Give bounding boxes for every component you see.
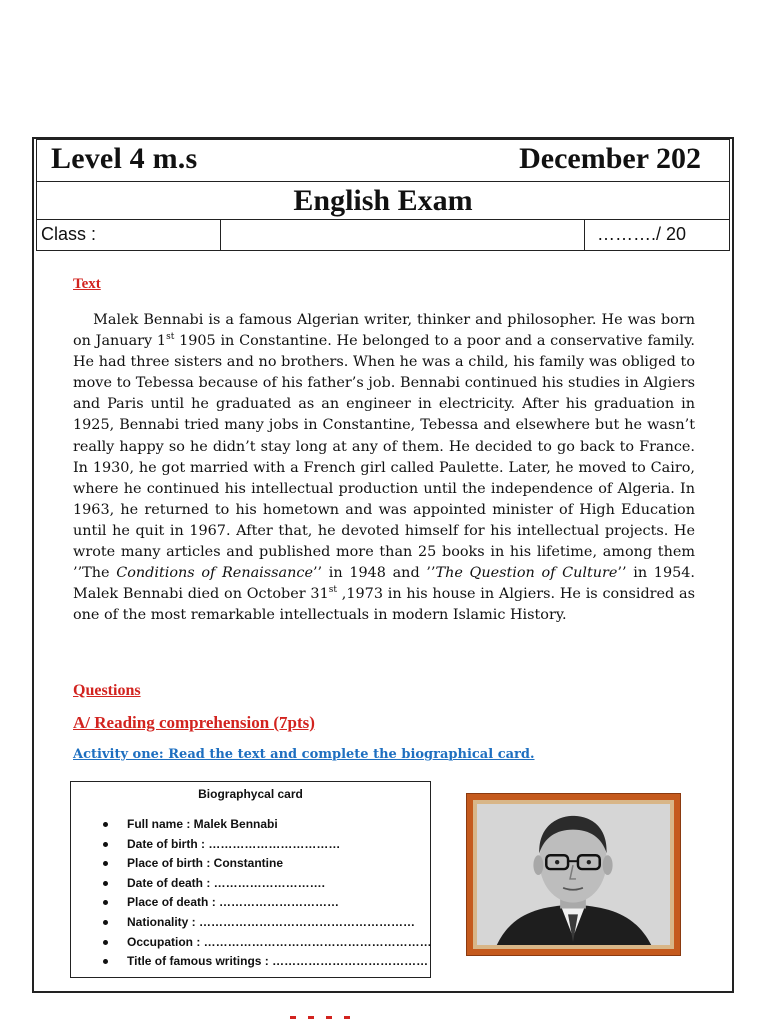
bio-item-text: Nationality : ……………………………………………… bbox=[127, 914, 416, 929]
passage-part-1: Malek Bennabi is a famous Algerian writer, thinker and philosopher. He was born on January 1 bbox=[73, 312, 695, 350]
reading-comprehension-heading: A/ Reading comprehension (7pts) bbox=[73, 713, 315, 732]
header-row-level-date bbox=[36, 139, 730, 182]
bullet-icon bbox=[103, 940, 108, 945]
bio-item-date-of-birth bbox=[103, 835, 432, 855]
header-row-class bbox=[36, 219, 730, 251]
header-row-title bbox=[36, 182, 730, 220]
passage-italic-2: The Question of Culture bbox=[435, 565, 618, 582]
portrait-image bbox=[477, 804, 670, 945]
bio-card-title: Biographycal card bbox=[198, 787, 303, 801]
bio-item-text: Date of death : ………………………. bbox=[127, 875, 326, 890]
bullet-icon bbox=[103, 861, 108, 866]
class-label: Class : bbox=[41, 224, 97, 244]
bio-item-date-of-death bbox=[103, 874, 432, 894]
bio-item-famous-writings bbox=[103, 952, 432, 972]
bio-item-text: Full name : Malek Bennabi bbox=[127, 817, 278, 831]
bio-item-text: Date of birth : …………………………… bbox=[127, 836, 341, 851]
text-heading: Text bbox=[73, 276, 101, 292]
exam-date: December 202 bbox=[519, 142, 701, 175]
bullet-icon bbox=[103, 920, 108, 925]
bio-item-place-of-death bbox=[103, 893, 432, 913]
passage-italic-1: Conditions of Renaissance bbox=[116, 565, 313, 582]
bio-item-text: Place of birth : Constantine bbox=[127, 856, 284, 871]
passage-sup-1: st bbox=[166, 332, 175, 343]
score-field: ………./ 20 bbox=[597, 224, 687, 244]
bio-item-occupation bbox=[103, 933, 432, 953]
reading-passage bbox=[73, 310, 695, 626]
portrait-frame bbox=[466, 793, 681, 956]
bio-item-place-of-birth bbox=[103, 854, 432, 874]
footer-mark bbox=[290, 1004, 390, 1010]
bio-item-full-name bbox=[103, 815, 432, 835]
bio-item-text: Occupation : ………………………………………………… bbox=[127, 934, 432, 949]
bullet-icon bbox=[103, 822, 108, 827]
bio-item-text: Place of death : ………………………… bbox=[127, 895, 340, 910]
passage-part-4: ’’ in 1954. Malek Bennabi died on October 31 bbox=[73, 565, 695, 603]
bio-item-nationality bbox=[103, 913, 432, 933]
bio-card-list bbox=[103, 815, 432, 972]
bio-item-text: Title of famous writings : ………………………………… bbox=[127, 954, 429, 969]
passage-part-5: ,1973 in his house in Algiers. He is considred as one of the most remarkable intellectuals in modern Islamic History. bbox=[73, 586, 695, 624]
activity-one-instruction: Activity one: Read the text and complete the biographical card. bbox=[73, 747, 535, 762]
name-field[interactable] bbox=[220, 220, 585, 250]
level-label: Level 4 m.s bbox=[51, 142, 198, 175]
bullet-icon bbox=[103, 900, 108, 905]
passage-sup-2: st bbox=[328, 585, 337, 596]
bullet-icon bbox=[103, 959, 108, 964]
exam-title: English Exam bbox=[293, 184, 473, 217]
biographical-card bbox=[70, 781, 431, 978]
questions-heading: Questions bbox=[73, 682, 141, 699]
bullet-icon bbox=[103, 842, 108, 847]
portrait-photo bbox=[477, 804, 670, 945]
bullet-icon bbox=[103, 881, 108, 886]
passage-part-3: ’’ in 1948 and ’’ bbox=[312, 565, 436, 582]
passage-part-2: 1905 in Constantine. He belonged to a poor and a conservative family. He had three sisters and no brothers. When he was a child, his family was obliged to move to Tebessa because of his father’s job. Bennabi continued his studies in Algiers and Paris until he graduated as an engineer in electricity. After his graduation in 1925, Bennabi tried many jobs in Constantine, Tebessa and elsewhere but he wasn’t really happy so he didn’t stay long at any of them. He decided to go back to France. In 1930, he got married with a French girl called Paulette. Later, he moved to Cairo, where he continued his intellectual production until the independence of Algeria. In 1963, he returned to his hometown and was appointed minister of High Education until he quit in 1967. After that, he devoted himself for his intellectual projects. He wrote many articles and published more than 25 books in his lifetime, among them ’’The bbox=[73, 333, 695, 582]
